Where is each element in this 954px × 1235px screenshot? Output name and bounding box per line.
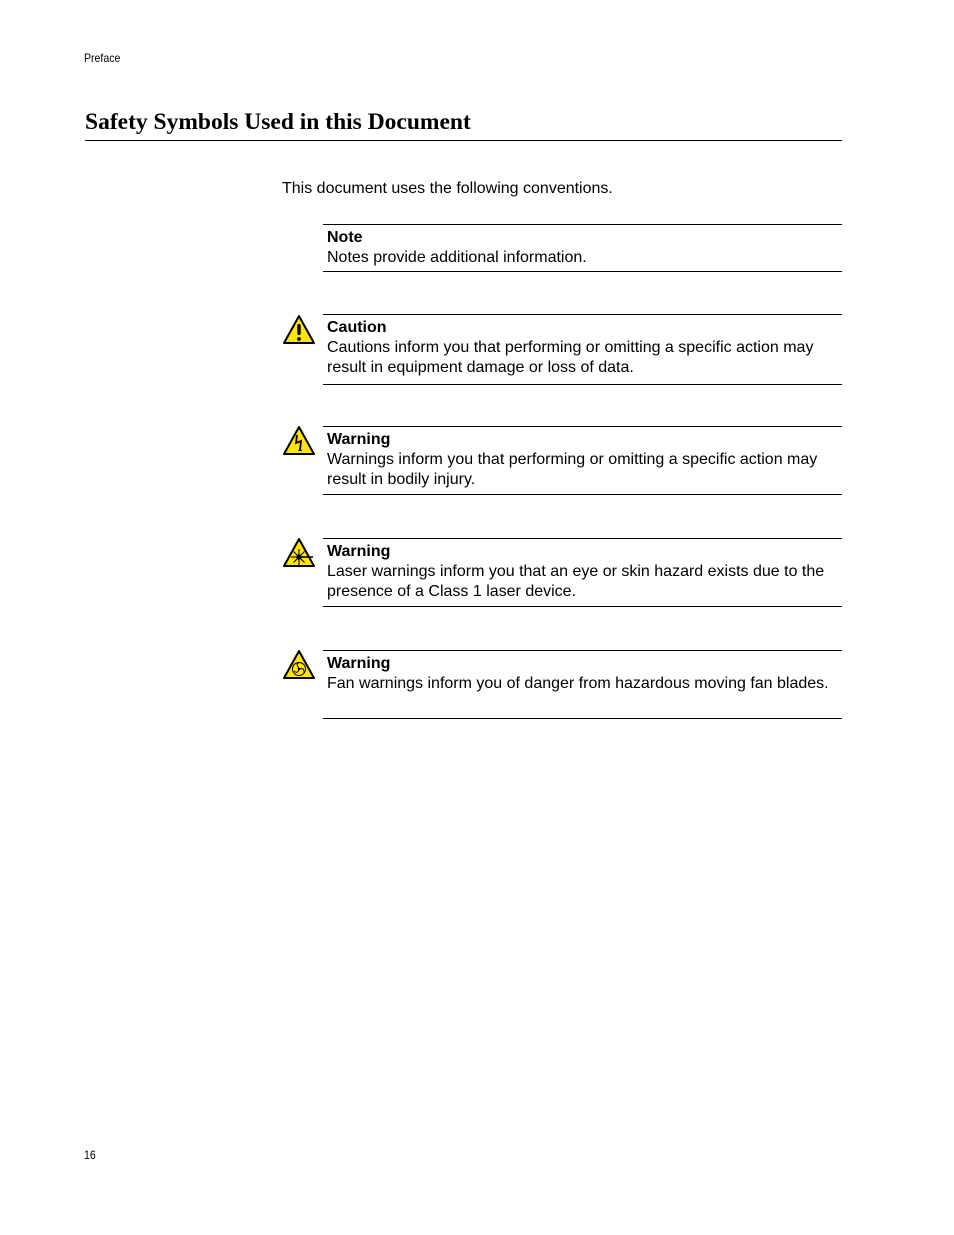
caution-icon xyxy=(282,314,316,345)
page-title: Safety Symbols Used in this Document xyxy=(85,109,471,135)
title-rule xyxy=(85,140,842,141)
notice-heading: Warning xyxy=(327,431,391,448)
electrical-hazard-icon xyxy=(282,425,316,456)
laser-hazard-icon xyxy=(282,537,316,568)
note-box xyxy=(323,224,842,272)
notice-text: Laser warnings inform you that an eye or skin hazard exists due to the presence of a Class 1 laser device. xyxy=(327,563,825,600)
notice-heading: Caution xyxy=(327,319,387,336)
warning-box xyxy=(323,426,842,495)
fan-warning-box xyxy=(323,650,842,719)
notice-heading: Warning xyxy=(327,655,391,672)
notice-text: Warnings inform you that performing or omitting a specific action may result in bodily injury. xyxy=(327,451,818,488)
notice-heading: Warning xyxy=(327,543,391,560)
notice-text: Cautions inform you that performing or omitting a specific action may result in equipment damage or loss of data. xyxy=(327,339,814,376)
notice-heading: Note xyxy=(327,229,363,246)
notice-text: Notes provide additional information. xyxy=(327,249,587,266)
intro-text: This document uses the following conventions. xyxy=(282,180,613,197)
notice-text: Fan warnings inform you of danger from hazardous moving fan blades. xyxy=(327,675,829,692)
caution-box xyxy=(323,314,842,385)
fan-hazard-icon xyxy=(282,649,316,680)
running-header: Preface xyxy=(84,51,121,65)
page-number: 16 xyxy=(84,1148,96,1162)
laser-warning-box xyxy=(323,538,842,607)
